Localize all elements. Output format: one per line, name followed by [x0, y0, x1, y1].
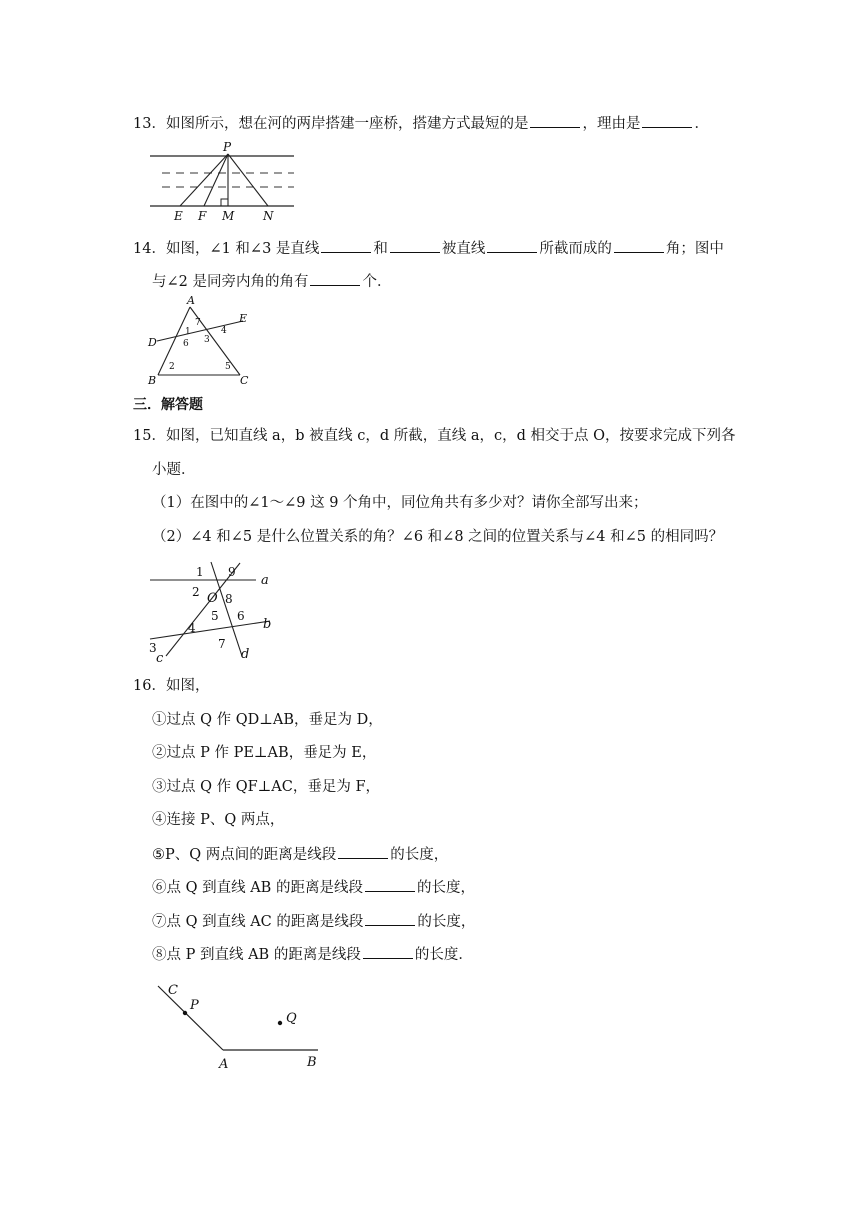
q13-river-figure — [148, 140, 298, 225]
q14-num-7: 7 — [195, 318, 201, 328]
q16-blank-7 — [365, 911, 415, 926]
q13-text-c: ． — [694, 116, 709, 132]
q15-line-4: （2）∠4 和∠5 是什么位置关系的角？∠6 和∠8 之间的位置关系与∠4 和∠5 的相同吗？ — [152, 529, 724, 545]
q14-l2-b: 个． — [362, 274, 392, 290]
q16-blank-8 — [363, 944, 413, 959]
q13-label-e: E — [174, 209, 183, 223]
q16-item-6 — [152, 877, 475, 898]
q16-angle-figure — [150, 978, 330, 1073]
q14-num-2: 2 — [169, 362, 175, 372]
q15-num-8: 8 — [225, 592, 233, 606]
q13-label-f: F — [198, 209, 207, 223]
q14-num-1: 1 — [185, 327, 191, 337]
q16-label-b: B — [307, 1055, 317, 1070]
q15-num-5: 5 — [211, 609, 219, 623]
q15-line-1: 15．如图，已知直线 a，b 被直线 c，d 所截，直线 a，c，d 相交于点 O，按要求完成下列各 — [133, 428, 736, 444]
q14-l1-b: 和 — [373, 241, 388, 257]
q15-num-6: 6 — [237, 609, 245, 623]
q15-label-o: O — [207, 591, 218, 606]
q16-item-7 — [152, 911, 475, 932]
q14-num-4: 4 — [221, 326, 227, 336]
q14-label-b: B — [148, 374, 157, 387]
q16-item-5 — [152, 844, 448, 865]
q13-label-n: N — [263, 209, 274, 223]
q15-num-1: 1 — [196, 565, 204, 579]
q14-line-2 — [152, 271, 391, 292]
q15-num-3: 3 — [149, 641, 157, 655]
q15-line-2: 小题． — [152, 462, 196, 478]
q14-blank-1 — [321, 238, 371, 253]
q14-l2-a: 与∠2 是同旁内角的角有 — [152, 274, 309, 290]
q16-item-7-post: 的长度， — [417, 914, 476, 930]
q14-num-5: 5 — [225, 362, 231, 372]
q16-item-3-text: ③过点 Q 作 QF⊥AC，垂足为 F， — [152, 779, 381, 795]
q14-l1-a: 14．如图，∠1 和∠3 是直线 — [133, 241, 320, 257]
q16-item-5-post: 的长度， — [390, 847, 449, 863]
q13-label-p: P — [223, 140, 232, 154]
q14-blank-3 — [487, 238, 537, 253]
q14-blank-4 — [614, 238, 664, 253]
section-3-title: 三．解答题 — [133, 397, 203, 413]
q16-title: 16．如图， — [133, 678, 210, 694]
q14-label-c: C — [240, 374, 249, 387]
q13-blank-2 — [642, 113, 692, 128]
q15-num-2: 2 — [192, 585, 200, 599]
q16-item-3 — [152, 777, 380, 797]
q13-label-m: M — [222, 209, 235, 223]
q16-point-p — [183, 1011, 187, 1015]
q13-blank-1 — [530, 113, 580, 128]
q15-label-d: d — [241, 647, 250, 662]
q14-l1-d: 所截而成的 — [539, 241, 612, 257]
q15-num-4: 4 — [188, 621, 196, 635]
q14-l1-e: 角；图中 — [665, 241, 724, 257]
q15-num-7: 7 — [218, 637, 226, 651]
q16-item-4 — [152, 810, 284, 830]
q14-blank-5 — [310, 271, 360, 286]
q16-item-1 — [152, 710, 383, 730]
q14-label-d: D — [148, 336, 157, 349]
q14-label-e: E — [239, 312, 248, 325]
q16-item-2-text: ②过点 P 作 PE⊥AB，垂足为 E， — [152, 745, 377, 761]
q16-item-8-text: ⑧点 P 到直线 AB 的距离是线段 — [152, 947, 361, 963]
q16-item-6-post: 的长度， — [416, 880, 475, 896]
q16-item-8 — [152, 944, 473, 965]
q16-item-8-post: 的长度． — [414, 947, 473, 963]
q16-label-q: Q — [286, 1011, 297, 1026]
q16-blank-5 — [338, 844, 388, 859]
q15-lines-figure — [148, 560, 283, 665]
q16-label-a: A — [219, 1057, 229, 1072]
q15-num-9: 9 — [228, 565, 236, 579]
q16-point-q — [278, 1021, 282, 1025]
q14-line-1 — [133, 238, 724, 259]
q15-label-a: a — [261, 573, 269, 588]
q16-item-5-text: ⑤P、Q 两点间的距离是线段 — [152, 847, 337, 863]
q13-text-a: 13．如图所示，想在河的两岸搭建一座桥，搭建方式最短的是 — [133, 116, 529, 132]
q14-label-a: A — [187, 294, 195, 307]
q15-label-c: c — [156, 651, 164, 666]
q16-item-1-text: ①过点 Q 作 QD⊥AB，垂足为 D， — [152, 712, 383, 728]
q16-item-7-text: ⑦点 Q 到直线 AC 的距离是线段 — [152, 914, 364, 930]
q14-blank-2 — [390, 238, 440, 253]
q16-item-2 — [152, 743, 376, 763]
q15-line-3: （1）在图中的∠1～∠9 这 9 个角中，同位角共有多少对？请你全部写出来； — [152, 495, 648, 511]
q16-blank-6 — [365, 877, 415, 892]
q16-label-c: C — [168, 983, 178, 998]
q13-line — [133, 113, 709, 134]
q16-item-4-text: ④连接 P、Q 两点， — [152, 812, 285, 828]
q14-num-6: 6 — [183, 339, 189, 349]
q14-l1-c: 被直线 — [441, 241, 486, 257]
q13-text-b: ，理由是 — [582, 116, 641, 132]
q14-num-3: 3 — [204, 335, 210, 345]
q16-label-p: P — [190, 998, 199, 1013]
q16-item-6-text: ⑥点 Q 到直线 AB 的距离是线段 — [152, 880, 363, 896]
q15-label-b: b — [263, 617, 272, 632]
q14-triangle-figure — [145, 295, 260, 390]
